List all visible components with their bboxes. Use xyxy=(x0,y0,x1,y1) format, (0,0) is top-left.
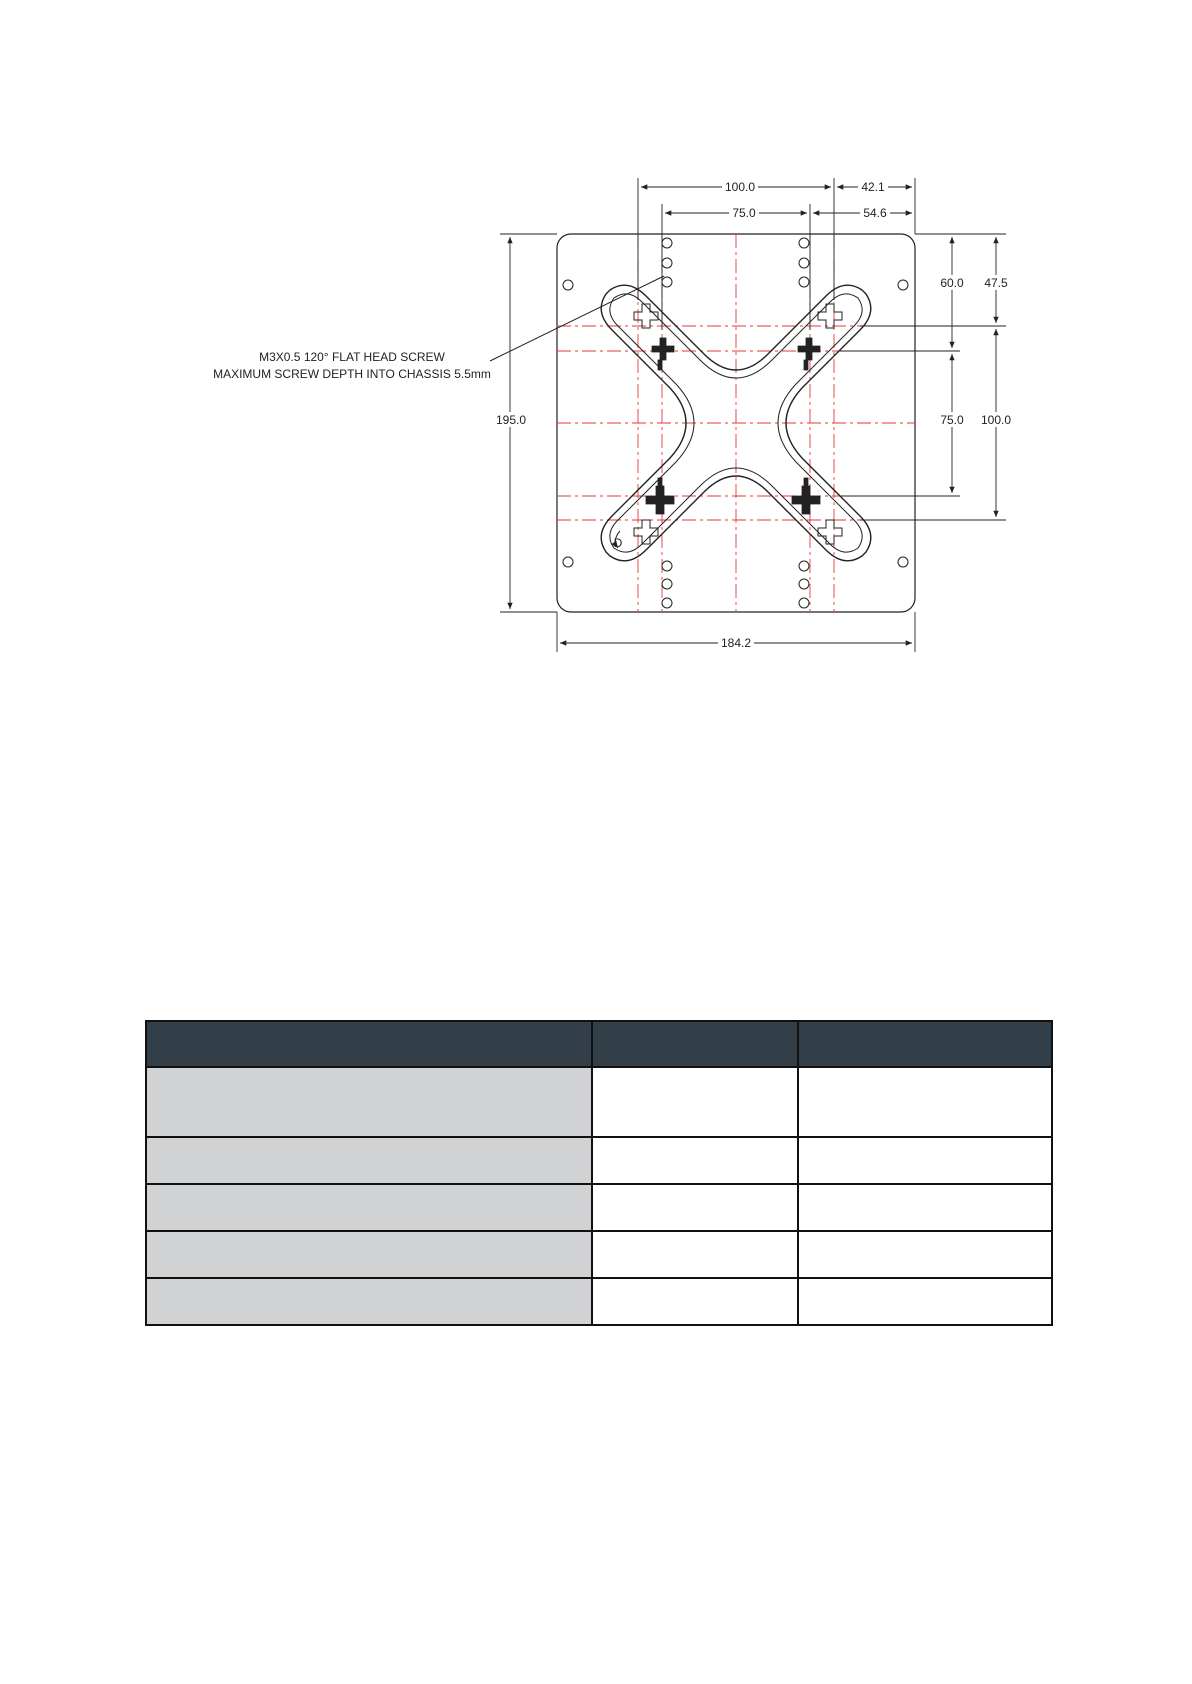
dim-right-top-inner: 60.0 xyxy=(940,276,964,290)
table-header-row xyxy=(146,1021,1052,1067)
dim-right-span-outer: 100.0 xyxy=(980,413,1012,427)
header-cell xyxy=(798,1021,1052,1067)
table-row xyxy=(146,1231,1052,1278)
table-cell xyxy=(798,1231,1052,1278)
table-cell xyxy=(592,1137,798,1184)
header-cell xyxy=(592,1021,798,1067)
vesa-mount-drawing xyxy=(0,0,1192,700)
table-row xyxy=(146,1137,1052,1184)
dim-top-span: 100.0 xyxy=(724,180,756,194)
dim-right-span-inner: 75.0 xyxy=(940,413,964,427)
table-cell xyxy=(592,1278,798,1325)
table-cell xyxy=(592,1067,798,1137)
table-row xyxy=(146,1067,1052,1137)
table-row xyxy=(146,1184,1052,1231)
detail-marker-label: D xyxy=(613,536,623,550)
table-row xyxy=(146,1278,1052,1325)
screw-callout xyxy=(213,276,664,381)
row-label-cell xyxy=(146,1231,592,1278)
dim-overall-height: 195.0 xyxy=(495,413,527,427)
callout-line-2: MAXIMUM SCREW DEPTH INTO CHASSIS 5.5mm xyxy=(213,367,491,381)
row-label-cell xyxy=(146,1137,592,1184)
table-cell xyxy=(592,1184,798,1231)
detail-marker xyxy=(614,531,623,550)
dim-top-right-offset: 42.1 xyxy=(861,180,885,194)
dim-right-top-outer: 47.5 xyxy=(984,276,1008,290)
dimension-labels xyxy=(494,179,1014,650)
dim-overall-width: 184.2 xyxy=(720,636,752,650)
row-label-cell xyxy=(146,1184,592,1231)
table-cell xyxy=(798,1137,1052,1184)
center-lines xyxy=(557,234,915,612)
spec-table xyxy=(145,1020,1053,1326)
row-label-cell xyxy=(146,1278,592,1325)
table-cell xyxy=(798,1184,1052,1231)
dim-inner-right-offset: 54.6 xyxy=(863,206,887,220)
table-cell xyxy=(592,1231,798,1278)
dim-inner-span: 75.0 xyxy=(732,206,756,220)
header-cell xyxy=(146,1021,592,1067)
table-cell xyxy=(798,1278,1052,1325)
row-label-cell xyxy=(146,1067,592,1137)
mount-screws xyxy=(646,338,820,514)
dimension-lines xyxy=(500,178,1006,652)
callout-line-1: M3X0.5 120° FLAT HEAD SCREW xyxy=(259,350,445,364)
table-cell xyxy=(798,1067,1052,1137)
